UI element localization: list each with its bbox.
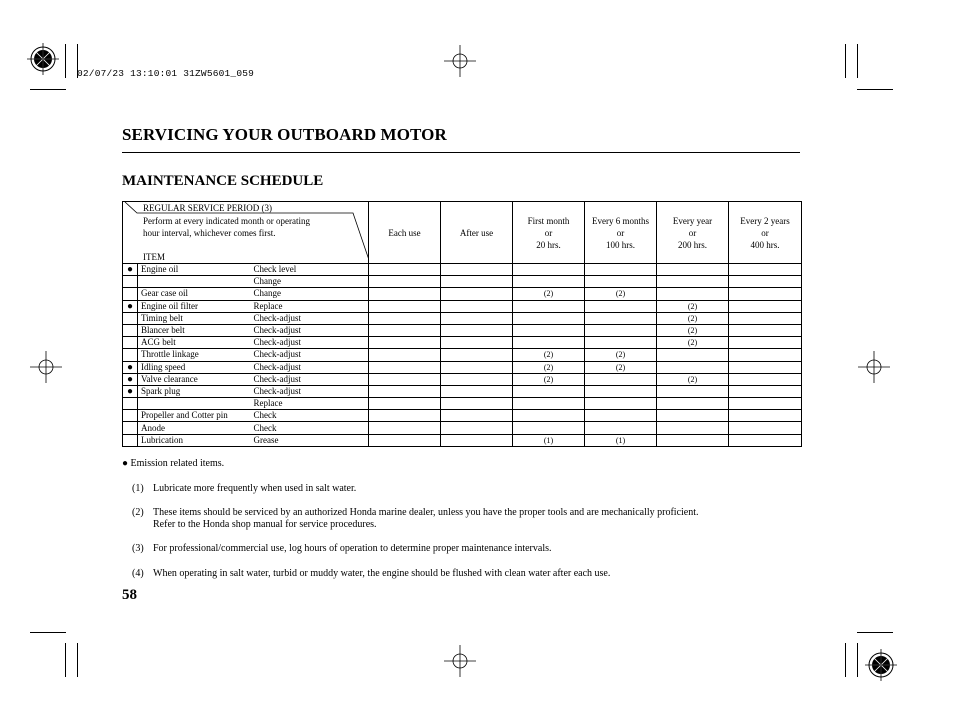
schedule-cell xyxy=(657,276,729,288)
schedule-cell xyxy=(441,264,513,276)
service-period-label: REGULAR SERVICE PERIOD (3) xyxy=(143,203,273,213)
column-header-line: Every 6 months xyxy=(592,215,650,226)
schedule-cell xyxy=(441,373,513,385)
schedule-cell: (2) xyxy=(513,288,585,300)
schedule-cell: (2) xyxy=(657,324,729,336)
note-3-text: For professional/commercial use, log hours of operation to determine proper maintenance intervals. xyxy=(153,543,552,554)
schedule-cell: (2) xyxy=(513,361,585,373)
schedule-cell xyxy=(729,410,802,422)
column-header-4 xyxy=(585,202,657,264)
column-header-line: 100 hrs. xyxy=(606,239,636,250)
item-name: Idling speed xyxy=(138,361,252,373)
column-header-line: First month xyxy=(527,215,570,226)
note-2-text-line1: These items should be serviced by an authorized Honda marine dealer, unless you have the proper tools and are mechanically proficient. xyxy=(153,507,699,518)
section-title: SERVICING YOUR OUTBOARD MOTOR xyxy=(122,125,447,144)
item-name: Anode xyxy=(138,422,252,434)
schedule-cell xyxy=(729,373,802,385)
schedule-cell xyxy=(585,312,657,324)
schedule-cell: (2) xyxy=(513,373,585,385)
table-row xyxy=(123,361,802,373)
emission-mark: ● xyxy=(123,300,138,312)
column-header-5 xyxy=(657,202,729,264)
schedule-cell xyxy=(729,385,802,397)
schedule-cell xyxy=(657,434,729,446)
note-2-number: (2) xyxy=(132,507,144,518)
schedule-cell xyxy=(369,398,441,410)
emission-mark xyxy=(123,288,138,300)
item-action: Check-adjust xyxy=(252,312,369,324)
schedule-cell xyxy=(585,422,657,434)
schedule-cell xyxy=(585,410,657,422)
schedule-cell xyxy=(369,434,441,446)
item-action: Change xyxy=(252,288,369,300)
schedule-cell xyxy=(513,324,585,336)
schedule-cell xyxy=(657,410,729,422)
schedule-cell xyxy=(369,410,441,422)
schedule-cell xyxy=(585,324,657,336)
table-row xyxy=(123,349,802,361)
schedule-cell xyxy=(657,264,729,276)
schedule-cell xyxy=(441,398,513,410)
schedule-cell xyxy=(441,312,513,324)
emission-mark xyxy=(123,349,138,361)
emission-mark xyxy=(123,410,138,422)
schedule-cell xyxy=(585,385,657,397)
schedule-cell xyxy=(729,422,802,434)
schedule-cell xyxy=(513,398,585,410)
item-action: Change xyxy=(252,276,369,288)
schedule-cell xyxy=(441,337,513,349)
item-label: ITEM xyxy=(143,252,165,262)
table-row xyxy=(123,300,802,312)
emission-mark: ● xyxy=(123,373,138,385)
emission-note: ● Emission related items. xyxy=(122,458,225,469)
schedule-cell: (2) xyxy=(657,300,729,312)
schedule-cell xyxy=(441,434,513,446)
schedule-cell xyxy=(657,349,729,361)
schedule-cell xyxy=(657,385,729,397)
item-name: Gear case oil xyxy=(138,288,252,300)
column-header-line: 20 hrs. xyxy=(536,239,561,250)
table-row xyxy=(123,373,802,385)
schedule-cell xyxy=(585,373,657,385)
table-row xyxy=(123,288,802,300)
item-action: Check-adjust xyxy=(252,385,369,397)
item-name xyxy=(138,398,252,410)
schedule-cell xyxy=(585,300,657,312)
schedule-cell xyxy=(441,300,513,312)
column-header-line: or xyxy=(616,227,625,238)
column-header-line: Every 2 years xyxy=(740,215,790,226)
schedule-cell xyxy=(441,324,513,336)
schedule-cell xyxy=(513,422,585,434)
emission-mark xyxy=(123,398,138,410)
schedule-cell xyxy=(729,288,802,300)
column-header-line: 400 hrs. xyxy=(750,239,780,250)
schedule-cell xyxy=(729,434,802,446)
schedule-cell xyxy=(441,410,513,422)
item-name: Throttle linkage xyxy=(138,349,252,361)
schedule-cell xyxy=(729,300,802,312)
schedule-cell xyxy=(585,398,657,410)
crosshair-mark-icon xyxy=(444,645,476,677)
item-action: Replace xyxy=(252,300,369,312)
schedule-cell xyxy=(369,300,441,312)
schedule-cell: (2) xyxy=(585,349,657,361)
item-name: Engine oil xyxy=(138,264,252,276)
emission-mark xyxy=(123,276,138,288)
emission-mark: ● xyxy=(123,264,138,276)
table-row xyxy=(123,324,802,336)
item-action: Replace xyxy=(252,398,369,410)
item-name: Engine oil filter xyxy=(138,300,252,312)
emission-mark: ● xyxy=(123,385,138,397)
schedule-cell: (1) xyxy=(513,434,585,446)
registration-target-icon xyxy=(864,648,898,682)
schedule-cell xyxy=(369,264,441,276)
emission-mark xyxy=(123,434,138,446)
schedule-cell: (2) xyxy=(585,361,657,373)
schedule-cell xyxy=(729,361,802,373)
schedule-cell xyxy=(441,288,513,300)
schedule-cell xyxy=(441,361,513,373)
note-4-text: When operating in salt water, turbid or muddy water, the engine should be flushed with clean water after each use. xyxy=(153,568,611,579)
note-1-text: Lubricate more frequently when used in salt water. xyxy=(153,483,357,494)
print-stamp: 02/07/23 13:10:01 31ZW5601_059 xyxy=(77,68,255,79)
emission-mark xyxy=(123,422,138,434)
schedule-cell: (2) xyxy=(657,312,729,324)
schedule-cell xyxy=(729,349,802,361)
table-row xyxy=(123,312,802,324)
table-row xyxy=(123,276,802,288)
table-row xyxy=(123,422,802,434)
column-header-line xyxy=(443,239,510,251)
item-name: Spark plug xyxy=(138,385,252,397)
item-action: Check-adjust xyxy=(252,349,369,361)
schedule-cell: (2) xyxy=(657,373,729,385)
schedule-cell xyxy=(513,312,585,324)
crosshair-mark-icon xyxy=(30,351,62,383)
schedule-cell: (2) xyxy=(657,337,729,349)
item-action: Check-adjust xyxy=(252,361,369,373)
schedule-cell xyxy=(513,264,585,276)
schedule-cell xyxy=(369,276,441,288)
crosshair-mark-icon xyxy=(858,351,890,383)
table-row xyxy=(123,337,802,349)
schedule-cell xyxy=(729,264,802,276)
item-action: Check xyxy=(252,422,369,434)
table-row xyxy=(123,264,802,276)
perform-text-line1: Perform at every indicated month or operating xyxy=(143,216,310,226)
table-corner-cell xyxy=(123,202,369,264)
schedule-cell xyxy=(657,398,729,410)
schedule-cell xyxy=(369,385,441,397)
schedule-cell xyxy=(513,276,585,288)
schedule-cell xyxy=(657,361,729,373)
schedule-cell xyxy=(369,349,441,361)
title-rule xyxy=(122,152,800,153)
note-4-number: (4) xyxy=(132,568,144,579)
page-number: 58 xyxy=(122,587,137,603)
emission-mark: ● xyxy=(123,361,138,373)
column-header-line xyxy=(371,215,438,227)
table-row xyxy=(123,434,802,446)
schedule-cell xyxy=(441,385,513,397)
item-action: Check-adjust xyxy=(252,373,369,385)
schedule-cell xyxy=(513,410,585,422)
table-header-row xyxy=(123,202,802,264)
item-name: Valve clearance xyxy=(138,373,252,385)
column-header-line: 200 hrs. xyxy=(678,239,708,250)
schedule-cell xyxy=(585,337,657,349)
item-action: Check xyxy=(252,410,369,422)
schedule-cell xyxy=(441,422,513,434)
table-row xyxy=(123,410,802,422)
schedule-cell xyxy=(585,276,657,288)
column-header-line: or xyxy=(761,227,769,238)
item-action: Check-adjust xyxy=(252,337,369,349)
column-header-line: After use xyxy=(459,227,494,238)
schedule-cell xyxy=(729,276,802,288)
note-2-text-line2: Refer to the Honda shop manual for service procedures. xyxy=(153,519,377,530)
registration-target-icon xyxy=(26,42,60,76)
column-header-6 xyxy=(729,202,802,264)
schedule-cell xyxy=(441,349,513,361)
emission-mark xyxy=(123,337,138,349)
column-header-line xyxy=(371,239,438,251)
schedule-cell xyxy=(369,373,441,385)
schedule-cell xyxy=(729,398,802,410)
column-header-line xyxy=(443,215,510,227)
item-name: Propeller and Cotter pin xyxy=(138,410,252,422)
item-action: Check-adjust xyxy=(252,324,369,336)
item-name: Lubrication xyxy=(138,434,252,446)
column-header-3 xyxy=(513,202,585,264)
schedule-cell xyxy=(513,300,585,312)
column-header-1 xyxy=(369,202,441,264)
perform-text-line2: hour interval, whichever comes first. xyxy=(143,228,276,238)
schedule-cell xyxy=(369,324,441,336)
schedule-cell: (2) xyxy=(513,349,585,361)
column-header-line: Every year xyxy=(672,215,713,226)
schedule-cell xyxy=(729,312,802,324)
schedule-cell: (2) xyxy=(585,288,657,300)
note-1-number: (1) xyxy=(132,483,144,494)
schedule-cell xyxy=(441,276,513,288)
schedule-cell xyxy=(369,422,441,434)
item-action: Check level xyxy=(252,264,369,276)
column-header-2 xyxy=(441,202,513,264)
crosshair-mark-icon xyxy=(444,45,476,77)
column-header-line: or xyxy=(544,227,553,238)
emission-mark xyxy=(123,324,138,336)
schedule-cell xyxy=(585,264,657,276)
schedule-cell xyxy=(657,422,729,434)
schedule-cell xyxy=(513,337,585,349)
page-subtitle: MAINTENANCE SCHEDULE xyxy=(122,173,324,189)
item-name: Timing belt xyxy=(138,312,252,324)
maintenance-schedule-table xyxy=(122,201,802,447)
schedule-cell xyxy=(729,337,802,349)
emission-mark xyxy=(123,312,138,324)
schedule-cell xyxy=(729,324,802,336)
schedule-cell: (1) xyxy=(585,434,657,446)
schedule-cell xyxy=(369,361,441,373)
note-3-number: (3) xyxy=(132,543,144,554)
schedule-cell xyxy=(369,312,441,324)
column-header-line: or xyxy=(688,227,697,238)
table-row xyxy=(123,385,802,397)
schedule-cell xyxy=(657,288,729,300)
schedule-cell xyxy=(369,337,441,349)
column-header-line: Each use xyxy=(388,227,421,238)
schedule-cell xyxy=(369,288,441,300)
schedule-cell xyxy=(513,385,585,397)
table-row xyxy=(123,398,802,410)
item-name: ACG belt xyxy=(138,337,252,349)
item-name: Blancer belt xyxy=(138,324,252,336)
item-name xyxy=(138,276,252,288)
item-action: Grease xyxy=(252,434,369,446)
